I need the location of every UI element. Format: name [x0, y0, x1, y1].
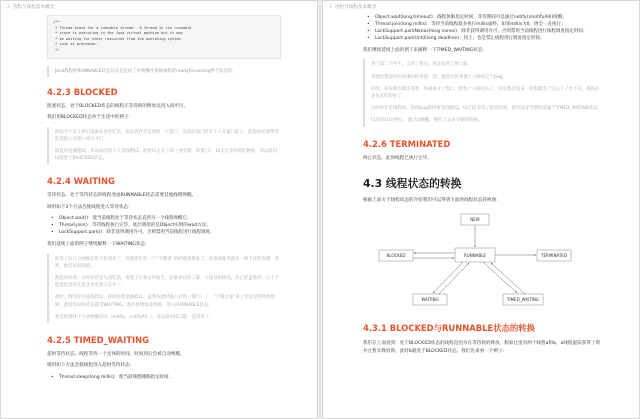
quote-paragraph: 假如今天你下班后准备去食堂吃饭。你来到食堂仅有的一个窗口，发现前面已经有个人在窗口前了，此时你必须得等前面的人从窗口离开才行。 — [55, 129, 279, 142]
method-list — [51, 374, 281, 381]
quote-paragraph: t1等待10分钟后，就自动唤醒，拥有了去争夺锁的资格。 — [371, 118, 483, 124]
header-marker-icon: 3 — [329, 5, 332, 10]
paragraph: 我们继续延续上面的例子来解释一下TIMED_WAITING状态： — [363, 48, 488, 53]
note-quote — [47, 66, 281, 77]
section-title-waiting: 4.2.4 WAITING — [47, 176, 115, 187]
section-title-blocked-runnable: 4.3.1 BLOCKED与RUNNABLE状态的转换 — [363, 323, 536, 334]
paragraph: 调用如下3个方法会使线程进入等待状态： — [47, 204, 133, 210]
header-marker-icon: 3 — [7, 5, 10, 10]
paragraph: 我们延续上面的例子继续解释一下WAITING状态： — [47, 242, 150, 248]
edge-timed-runnable — [491, 263, 525, 294]
paragraph: 等待状态。处于等待状态的线程变成RUNNABLE状态需要其他线程唤醒。 — [47, 193, 197, 199]
section-title-blocked: 4.2.3 BLOCKED — [47, 86, 118, 97]
state-label-blocked: BLOCKED — [386, 253, 406, 259]
state-label-timed-waiting: TIMED_WAITING — [506, 297, 540, 303]
quote-paragraph: 要是经理t1不主动唤醒你t2（notify、notifyAll..），可以说你t2只能一直等待了。 — [55, 314, 214, 320]
example-quote — [47, 127, 281, 165]
paragraph: 阻塞状态。处于BLOCKED状态的线程正等待锁的释放以进入同步区。 — [47, 103, 189, 109]
section-title-state-conversion: 4.3 线程状态的转换 — [363, 177, 462, 191]
quote-paragraph: 这时你还是线程t1，你改bug的同事是线程t2。t2让t1等待了指定时间，此时t1等待期间就属于TIMED_WATING状态。 — [371, 106, 603, 112]
edge-waiting-runnable — [439, 263, 469, 294]
section-title-timed-waiting: 4.2.5 TIMED_WAITING — [47, 335, 149, 346]
quote-paragraph: 你等了好几分钟现在终于轮到你了，突然你们有一个“不懂事”的经理突然来了。你看到他你就有一种不祥的预感，果然，他是来找你的。 — [55, 256, 280, 269]
list-item: • Thread.join()：等待线程执行完毕，底层调用的是Object实例的wait方法； — [51, 222, 281, 229]
section-title-terminated: 4.2.6 TERMINATED — [363, 138, 451, 149]
edge-runnable-waiting — [433, 262, 463, 293]
paragraph: 调用如下方法会使线程进入超时等待状态： — [47, 363, 135, 369]
paragraph: 超时等待状态。线程等待一个具体的时间，时间到后会被自动唤醒。 — [47, 352, 185, 358]
state-label-runnable: RUNNABLE — [464, 253, 486, 259]
left-page — [0, 0, 318, 419]
example-quote — [47, 254, 281, 323]
paragraph: 根据上面关于线程状态的介绍我们可以得到下面的线程状态转换图： — [363, 198, 501, 204]
page-header — [1, 1, 317, 13]
page-header — [323, 1, 639, 13]
paragraph: 我们在上面说到：处于BLOCKED状态的线程是因为在等待锁的释放。假如这里有两个线程a和b，a线程提前获得了锁并且暂未释放锁，此时b就处于BLOCKED状态。我们先来看一个例子： — [363, 341, 601, 354]
quote-paragraph: 好吧，你说那你就等等吧，你就离开了窗口。很快十分钟过去了，你见他还没来，你想都等了这么久了还不来，那你还是先去吃饭好了。 — [371, 86, 600, 100]
right-page — [322, 0, 640, 419]
page-header-title: 进程与线程基本概念 — [334, 5, 377, 10]
page-header-title: 进程与线程基本概念 — [12, 5, 55, 10]
list-item: • Object.wait(long timeout)：线程休眠指定时间，等待期间可以通过notify()/notifyAll()唤醒； — [367, 14, 603, 21]
list-item: • LockSupport.parkNanos(long nanos)：除非获得调用许可，否则禁用当前线程进行线程调度指定时间； — [367, 28, 603, 35]
quote-paragraph: 突然你想起你的同事叫你等他一起，他说让你等他十分钟改完个bug。 — [371, 74, 507, 80]
quote-paragraph: 到了第二天中午，又到了饭点，你还是到了窗口前。 — [371, 62, 472, 68]
state-label-waiting: WAITING — [421, 297, 439, 303]
list-item: • Thread.join(long millis)：等待当前线程最多执行millis毫秒，如果millis为0，则会一直执行； — [367, 21, 603, 28]
list-item: • Object.wait()：使当前线程处于等待状态直到另一个线程唤醒它； — [51, 215, 281, 222]
quote-paragraph: 假设你是线程t2，你前面的那个人是线程t1。此时t1占有了锁（食堂唯一的窗口），t2正在等待锁的释放，所以此时t2就处于BLOCKED状态。 — [55, 148, 278, 162]
method-list — [51, 215, 281, 236]
edge-runnable-timed — [483, 262, 517, 293]
state-label-terminated: TERMINATED — [541, 253, 567, 259]
quote-paragraph: 此时，假设你还是线程t2，你的经理是线程t1。虽然你此时都占有锁（窗口）了，“不速之客”来了你还是得释放掉锁。此时你t2的状态就是WAITING。然后经理t1获得锁，进入RUNNABLE状态。 — [55, 295, 275, 308]
quote-paragraph: 他把你拉到一旁叫你待会儿再吃饭，说他下午要去作报告，赶紧来找你了解一下项目的情况。你心里虽然有一万个不愿意但是你还是从食堂窗口走开了。 — [55, 276, 279, 289]
example-quote — [363, 59, 603, 126]
list-item: • LockSupport.parkUntil(long deadline)：同上，也是禁止线程进行调度指定时间； — [367, 35, 603, 42]
state-label-new: NEW — [470, 217, 480, 223]
code-block: /** * Thread state for a runnable thread. A thread in the runnable * state is executing in the Java virtual machine but it may * be waiting for other resources from the operating system * such as processor. */ — [47, 15, 281, 59]
method-list — [367, 14, 603, 42]
thread-state-diagram — [371, 210, 579, 310]
state-diagram-svg — [371, 210, 579, 310]
paragraph: 终止状态。此时线程已执行完毕。 — [363, 155, 432, 161]
list-item: • Thread.sleep(long millis)：使当前线程睡眠指定时间； — [51, 374, 281, 381]
list-item: • LockSupport.park()：除非获得调用许可，否则禁用当前线程进行线程调度。 — [51, 229, 281, 236]
note-text: Java线程的RUNNABLE状态其实是包括了传统操作系统线程的ready和running两个状态的。 — [55, 68, 237, 74]
paragraph: 我们用BLOCKED状态举个生活中的例子： — [47, 115, 134, 121]
